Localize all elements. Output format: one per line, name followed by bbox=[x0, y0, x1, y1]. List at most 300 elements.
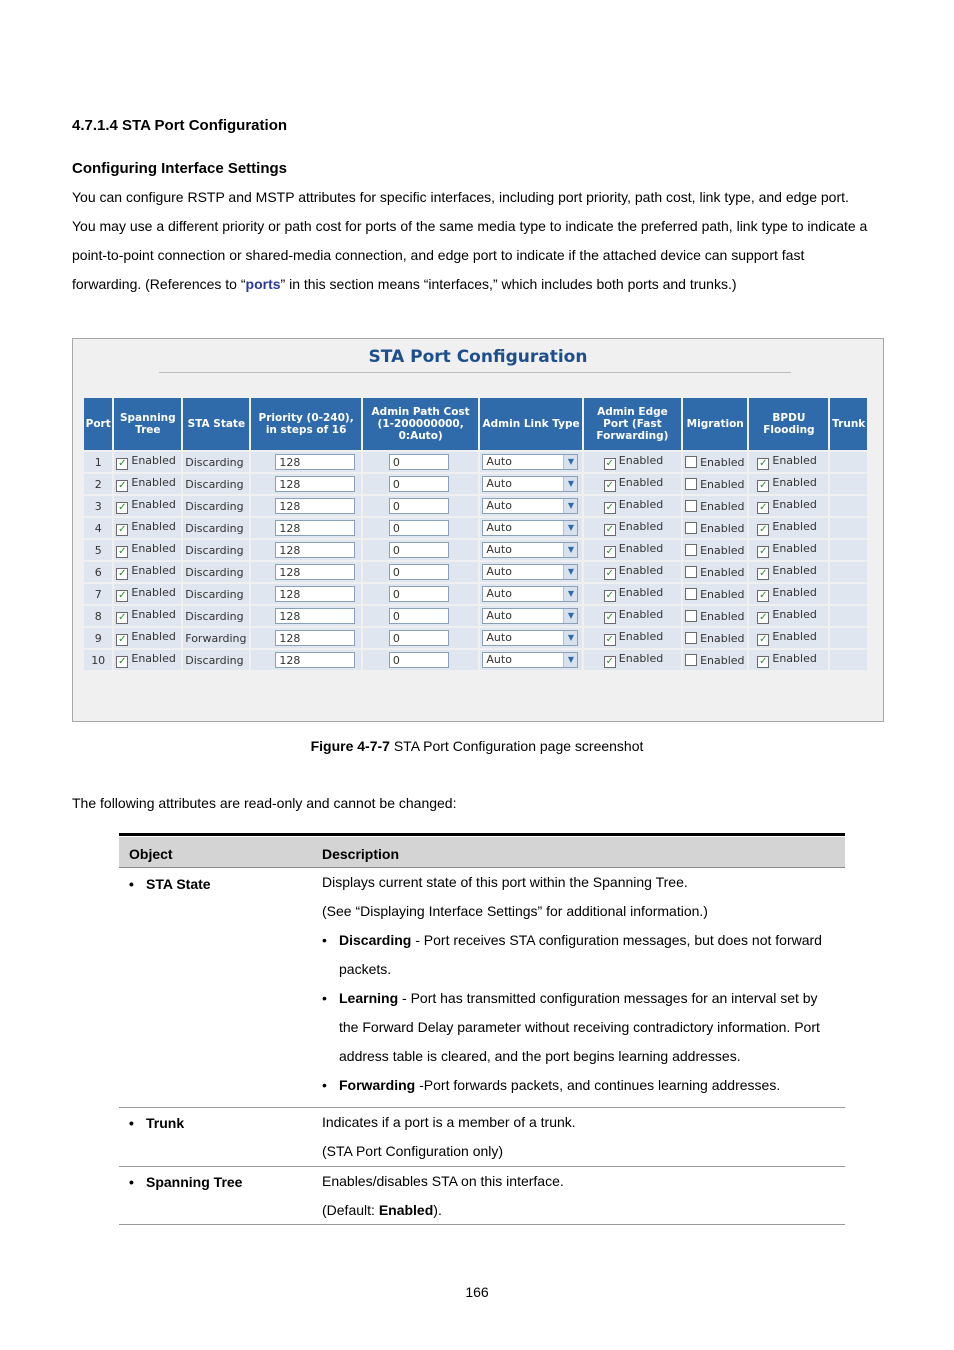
checkbox-unchecked-icon[interactable] bbox=[685, 610, 697, 622]
bpdu-flooding-cell[interactable] bbox=[749, 650, 828, 670]
path-cost-cell bbox=[363, 650, 479, 670]
bpdu-flooding-cell[interactable] bbox=[749, 606, 828, 626]
checkbox-checked-icon[interactable]: ✓ bbox=[759, 458, 768, 469]
link-type-select[interactable] bbox=[482, 630, 578, 646]
state-discarding: • Discarding - Port receives STA configuration messages, but does not forward packets. bbox=[322, 926, 842, 984]
select-value: Auto bbox=[486, 499, 512, 512]
checkbox-checked-icon[interactable]: ✓ bbox=[118, 546, 127, 557]
path-cost-cell bbox=[363, 628, 479, 648]
edge-port-cell[interactable] bbox=[584, 474, 681, 494]
section-heading: 4.7.1.4 STA Port Configuration bbox=[72, 117, 288, 134]
table-row bbox=[119, 1108, 845, 1167]
paragraph-line: You can configure RSTP and MSTP attributes for specific interfaces, including port priority, path cost, link type, and edge port. bbox=[72, 189, 849, 205]
description-cell bbox=[322, 868, 842, 1100]
paragraph-line: point-to-point connection or shared-media connection, and edge port to indicate if the attached device can support fast bbox=[72, 247, 805, 263]
attribute-table-header bbox=[119, 836, 845, 868]
priority-cell bbox=[251, 606, 360, 626]
checkbox-label: Enabled bbox=[772, 608, 817, 621]
header-sta-state: STA State bbox=[183, 398, 249, 450]
spanning-tree-cell[interactable] bbox=[114, 518, 181, 538]
migration-cell[interactable] bbox=[683, 628, 747, 648]
priority-input[interactable]: 128 bbox=[275, 498, 355, 514]
checkbox-checked-icon[interactable]: ✓ bbox=[605, 502, 614, 513]
link-type-select[interactable] bbox=[482, 608, 578, 624]
priority-input[interactable]: 128 bbox=[275, 520, 355, 536]
migration-cell[interactable] bbox=[683, 606, 747, 626]
table-row bbox=[84, 540, 867, 560]
object-sta-state: • STA State bbox=[129, 876, 211, 892]
checkbox-label: Enabled bbox=[131, 542, 176, 555]
link-type-select[interactable] bbox=[482, 454, 578, 470]
table-row bbox=[84, 628, 867, 648]
priority-input[interactable]: 128 bbox=[275, 542, 355, 558]
link-type-select[interactable] bbox=[482, 586, 578, 602]
trunk-cell bbox=[830, 496, 867, 516]
checkbox-checked-icon[interactable]: ✓ bbox=[605, 480, 614, 491]
object-trunk: • Trunk bbox=[129, 1115, 185, 1131]
default-value: Enabled bbox=[378, 1202, 434, 1218]
checkbox-label: Enabled bbox=[131, 476, 176, 489]
priority-cell bbox=[251, 584, 360, 604]
checkbox-unchecked-icon[interactable] bbox=[685, 632, 697, 644]
definition: - Port receives STA configuration messages, but does not forward bbox=[411, 932, 822, 948]
trunk-cell bbox=[830, 540, 867, 560]
subheading: Configuring Interface Settings bbox=[72, 160, 288, 177]
priority-cell bbox=[251, 496, 360, 516]
checkbox-label: Enabled bbox=[700, 455, 745, 469]
link-type-select[interactable] bbox=[482, 542, 578, 558]
path-cost-cell bbox=[363, 584, 479, 604]
checkbox-label: Enabled bbox=[700, 521, 745, 535]
checkbox-label: Enabled bbox=[700, 587, 745, 601]
priority-input[interactable]: 128 bbox=[275, 586, 355, 602]
header-description: Description bbox=[322, 846, 400, 862]
edge-port-cell[interactable] bbox=[584, 540, 681, 560]
checkbox-checked-icon[interactable]: ✓ bbox=[759, 656, 768, 667]
term: Discarding bbox=[339, 932, 412, 948]
priority-input[interactable]: 128 bbox=[275, 476, 355, 492]
object-label: Trunk bbox=[146, 1115, 185, 1131]
path-cost-cell bbox=[363, 562, 479, 582]
path-cost-input[interactable]: 0 bbox=[389, 476, 449, 492]
checkbox-checked-icon[interactable]: ✓ bbox=[759, 590, 768, 601]
state-learning: • Learning - Port has transmitted configuration messages for an interval set by the Forward Delay parameter without receiving contradictory information. Port address table is cleared, and the port begins learning addresses. bbox=[322, 984, 842, 1071]
trunk-cell bbox=[830, 584, 867, 604]
sta-state-cell: Discarding bbox=[183, 562, 249, 582]
object-label: Spanning Tree bbox=[146, 1174, 243, 1190]
checkbox-checked-icon[interactable]: ✓ bbox=[118, 480, 127, 491]
description-line: Displays current state of this port within the Spanning Tree. bbox=[322, 874, 688, 890]
path-cost-cell bbox=[363, 540, 479, 560]
checkbox-label: Enabled bbox=[700, 543, 745, 557]
checkbox-label: Enabled bbox=[772, 630, 817, 643]
priority-cell bbox=[251, 452, 360, 472]
checkbox-unchecked-icon[interactable] bbox=[685, 654, 697, 666]
table-row bbox=[84, 562, 867, 582]
bpdu-flooding-cell[interactable] bbox=[749, 496, 828, 516]
edge-port-cell[interactable] bbox=[584, 452, 681, 472]
definition: packets. bbox=[339, 961, 392, 977]
checkbox-checked-icon[interactable]: ✓ bbox=[605, 612, 614, 623]
table-row bbox=[84, 606, 867, 626]
description-line: Enables/disables STA on this interface. bbox=[322, 1173, 564, 1189]
checkbox-label: Enabled bbox=[618, 564, 664, 577]
select-value: Auto bbox=[486, 631, 512, 644]
link-type-cell bbox=[480, 518, 581, 538]
checkbox-label: Enabled bbox=[772, 586, 817, 599]
edge-port-cell[interactable] bbox=[584, 518, 681, 538]
checkbox-checked-icon[interactable]: ✓ bbox=[759, 524, 768, 535]
bpdu-flooding-cell[interactable] bbox=[749, 452, 828, 472]
checkbox-label: Enabled bbox=[700, 499, 745, 513]
port-cell: 6 bbox=[84, 562, 112, 582]
figure-caption bbox=[0, 738, 954, 754]
definition: address table is cleared, and the port begins learning addresses. bbox=[339, 1048, 741, 1064]
sta-config-screenshot bbox=[72, 338, 884, 722]
checkbox-unchecked-icon[interactable] bbox=[685, 500, 697, 512]
definition: -Port forwards packets, and continues learning addresses. bbox=[415, 1077, 781, 1093]
paragraph-line: You may use a different priority or path cost for ports of the same media type to indicate the preferred path, link type to indicate a bbox=[72, 218, 868, 234]
edge-port-cell[interactable] bbox=[584, 562, 681, 582]
edge-port-cell[interactable] bbox=[584, 628, 681, 648]
chevron-down-icon[interactable]: ▼ bbox=[563, 543, 577, 557]
object-label: STA State bbox=[146, 876, 211, 892]
header-trunk: Trunk bbox=[830, 398, 867, 450]
trunk-cell bbox=[830, 474, 867, 494]
bpdu-flooding-cell[interactable] bbox=[749, 628, 828, 648]
sta-state-cell: Discarding bbox=[183, 606, 249, 626]
header-priority: Priority (0-240), in steps of 16 bbox=[251, 398, 360, 450]
checkbox-checked-icon[interactable]: ✓ bbox=[759, 612, 768, 623]
checkbox-label: Enabled bbox=[131, 586, 176, 599]
screenshot-title: STA Port Configuration bbox=[368, 347, 588, 367]
sta-state-cell: Discarding bbox=[183, 518, 249, 538]
spanning-tree-cell[interactable] bbox=[114, 496, 181, 516]
checkbox-checked-icon[interactable]: ✓ bbox=[759, 480, 768, 491]
table-row bbox=[84, 474, 867, 494]
chevron-down-icon[interactable]: ▼ bbox=[563, 477, 577, 491]
sta-state-cell: Discarding bbox=[183, 496, 249, 516]
path-cost-input[interactable]: 0 bbox=[389, 608, 449, 624]
checkbox-checked-icon[interactable]: ✓ bbox=[118, 612, 127, 623]
description-text: (Default: bbox=[322, 1202, 379, 1218]
trunk-cell bbox=[830, 452, 867, 472]
header-spanning-tree: Spanning Tree bbox=[114, 398, 181, 450]
path-cost-input[interactable]: 0 bbox=[389, 498, 449, 514]
link-type-cell bbox=[480, 452, 581, 472]
link-type-cell bbox=[480, 584, 581, 604]
link-type-cell bbox=[480, 474, 581, 494]
table-row bbox=[84, 518, 867, 538]
migration-cell[interactable] bbox=[683, 518, 747, 538]
checkbox-checked-icon[interactable]: ✓ bbox=[605, 656, 614, 667]
checkbox-checked-icon[interactable]: ✓ bbox=[118, 634, 127, 645]
spanning-tree-cell[interactable] bbox=[114, 650, 181, 670]
intro-paragraph bbox=[72, 183, 887, 299]
checkbox-checked-icon[interactable]: ✓ bbox=[605, 590, 614, 601]
priority-cell bbox=[251, 474, 360, 494]
link-type-cell bbox=[480, 562, 581, 582]
checkbox-label: Enabled bbox=[131, 520, 176, 533]
checkbox-checked-icon[interactable]: ✓ bbox=[759, 634, 768, 645]
checkbox-label: Enabled bbox=[772, 564, 817, 577]
path-cost-input[interactable]: 0 bbox=[389, 652, 449, 668]
checkbox-label: Enabled bbox=[700, 609, 745, 623]
sta-state-cell: Discarding bbox=[183, 650, 249, 670]
select-value: Auto bbox=[486, 653, 512, 666]
checkbox-unchecked-icon[interactable] bbox=[685, 588, 697, 600]
trunk-cell bbox=[830, 606, 867, 626]
definition: - Port has transmitted configuration messages for an interval set by bbox=[398, 990, 818, 1006]
port-cell: 7 bbox=[84, 584, 112, 604]
priority-cell bbox=[251, 540, 360, 560]
checkbox-checked-icon[interactable]: ✓ bbox=[605, 458, 614, 469]
port-cell: 1 bbox=[84, 452, 112, 472]
checkbox-unchecked-icon[interactable] bbox=[685, 544, 697, 556]
bpdu-flooding-cell[interactable] bbox=[749, 540, 828, 560]
header-port: Port bbox=[84, 398, 112, 450]
checkbox-label: Enabled bbox=[131, 564, 176, 577]
select-value: Auto bbox=[486, 477, 512, 490]
checkbox-label: Enabled bbox=[772, 520, 817, 533]
checkbox-checked-icon[interactable]: ✓ bbox=[759, 546, 768, 557]
trunk-cell bbox=[830, 628, 867, 648]
header-link-type: Admin Link Type bbox=[480, 398, 581, 450]
checkbox-checked-icon[interactable]: ✓ bbox=[605, 568, 614, 579]
select-value: Auto bbox=[486, 609, 512, 622]
checkbox-label: Enabled bbox=[131, 652, 176, 665]
table-row bbox=[84, 650, 867, 670]
select-value: Auto bbox=[486, 565, 512, 578]
term: Forwarding bbox=[339, 1077, 416, 1093]
definition: the Forward Delay parameter without receiving contradictory information. Port bbox=[339, 1019, 820, 1035]
object-spanning-tree: • Spanning Tree bbox=[129, 1174, 243, 1190]
term: Learning bbox=[339, 990, 399, 1006]
header-migration: Migration bbox=[683, 398, 747, 450]
checkbox-label: Enabled bbox=[618, 520, 664, 533]
sta-state-cell: Discarding bbox=[183, 452, 249, 472]
edge-port-cell[interactable] bbox=[584, 584, 681, 604]
checkbox-checked-icon[interactable]: ✓ bbox=[118, 590, 127, 601]
port-cell: 9 bbox=[84, 628, 112, 648]
checkbox-checked-icon[interactable]: ✓ bbox=[605, 634, 614, 645]
priority-cell bbox=[251, 518, 360, 538]
priority-input[interactable]: 128 bbox=[275, 652, 355, 668]
checkbox-checked-icon[interactable]: ✓ bbox=[759, 502, 768, 513]
link-type-select[interactable] bbox=[482, 498, 578, 514]
chevron-down-icon[interactable]: ▼ bbox=[563, 631, 577, 645]
table-row bbox=[84, 452, 867, 472]
checkbox-label: Enabled bbox=[131, 454, 176, 467]
spanning-tree-cell[interactable] bbox=[114, 540, 181, 560]
checkbox-unchecked-icon[interactable] bbox=[685, 522, 697, 534]
path-cost-cell bbox=[363, 518, 479, 538]
priority-cell bbox=[251, 650, 360, 670]
table-row bbox=[119, 868, 845, 1108]
trunk-cell bbox=[830, 562, 867, 582]
path-cost-input[interactable]: 0 bbox=[389, 520, 449, 536]
link-type-select[interactable] bbox=[482, 520, 578, 536]
checkbox-label: Enabled bbox=[618, 542, 664, 555]
table-header-row bbox=[84, 398, 867, 450]
checkbox-label: Enabled bbox=[772, 542, 817, 555]
path-cost-cell bbox=[363, 606, 479, 626]
port-cell: 2 bbox=[84, 474, 112, 494]
migration-cell[interactable] bbox=[683, 496, 747, 516]
spanning-tree-cell[interactable] bbox=[114, 562, 181, 582]
migration-cell[interactable] bbox=[683, 584, 747, 604]
description-line: (STA Port Configuration only) bbox=[322, 1143, 504, 1159]
port-cell: 8 bbox=[84, 606, 112, 626]
checkbox-unchecked-icon[interactable] bbox=[685, 456, 697, 468]
priority-cell bbox=[251, 562, 360, 582]
checkbox-checked-icon[interactable]: ✓ bbox=[605, 546, 614, 557]
chevron-down-icon[interactable]: ▼ bbox=[563, 455, 577, 469]
header-bpdu-flooding: BPDU Flooding bbox=[749, 398, 828, 450]
checkbox-checked-icon[interactable]: ✓ bbox=[118, 524, 127, 535]
checkbox-unchecked-icon[interactable] bbox=[685, 566, 697, 578]
select-value: Auto bbox=[486, 587, 512, 600]
path-cost-input[interactable]: 0 bbox=[389, 564, 449, 580]
link-type-cell bbox=[480, 496, 581, 516]
path-cost-cell bbox=[363, 474, 479, 494]
paragraph-text: ” in this section means “interfaces,” which includes both ports and trunks.) bbox=[280, 276, 737, 292]
checkbox-label: Enabled bbox=[618, 586, 664, 599]
checkbox-label: Enabled bbox=[618, 476, 664, 489]
checkbox-label: Enabled bbox=[700, 631, 745, 645]
select-value: Auto bbox=[486, 543, 512, 556]
link-type-select[interactable] bbox=[482, 476, 578, 492]
migration-cell[interactable] bbox=[683, 540, 747, 560]
checkbox-label: Enabled bbox=[618, 454, 664, 467]
bpdu-flooding-cell[interactable] bbox=[749, 474, 828, 494]
priority-cell bbox=[251, 628, 360, 648]
link-type-select[interactable] bbox=[482, 652, 578, 668]
select-value: Auto bbox=[486, 521, 512, 534]
priority-input[interactable]: 128 bbox=[275, 608, 355, 624]
state-forwarding: • Forwarding -Port forwards packets, and continues learning addresses. bbox=[322, 1077, 781, 1093]
header-edge-port: Admin Edge Port (Fast Forwarding) bbox=[584, 398, 681, 450]
checkbox-label: Enabled bbox=[772, 652, 817, 665]
port-cell: 5 bbox=[84, 540, 112, 560]
caption-text: STA Port Configuration page screenshot bbox=[389, 738, 644, 754]
spanning-tree-cell[interactable] bbox=[114, 474, 181, 494]
checkbox-label: Enabled bbox=[772, 476, 817, 489]
checkbox-unchecked-icon[interactable] bbox=[685, 478, 697, 490]
ports-link[interactable]: ports bbox=[245, 276, 281, 292]
spanning-tree-cell[interactable] bbox=[114, 452, 181, 472]
path-cost-input[interactable]: 0 bbox=[389, 630, 449, 646]
spanning-tree-cell[interactable] bbox=[114, 606, 181, 626]
chevron-down-icon[interactable]: ▼ bbox=[563, 565, 577, 579]
path-cost-input[interactable]: 0 bbox=[389, 542, 449, 558]
checkbox-label: Enabled bbox=[131, 608, 176, 621]
chevron-down-icon[interactable]: ▼ bbox=[563, 587, 577, 601]
port-cell: 10 bbox=[84, 650, 112, 670]
migration-cell[interactable] bbox=[683, 562, 747, 582]
sta-port-table bbox=[82, 396, 869, 672]
spanning-tree-cell[interactable] bbox=[114, 584, 181, 604]
attribute-table bbox=[119, 833, 845, 1225]
checkbox-checked-icon[interactable]: ✓ bbox=[118, 458, 127, 469]
link-type-cell bbox=[480, 606, 581, 626]
table-row bbox=[84, 584, 867, 604]
checkbox-label: Enabled bbox=[700, 653, 745, 667]
edge-port-cell[interactable] bbox=[584, 650, 681, 670]
checkbox-checked-icon[interactable]: ✓ bbox=[118, 502, 127, 513]
trunk-cell bbox=[830, 518, 867, 538]
port-cell: 4 bbox=[84, 518, 112, 538]
sta-state-cell: Discarding bbox=[183, 540, 249, 560]
path-cost-cell bbox=[363, 452, 479, 472]
sta-state-cell: Forwarding bbox=[183, 628, 249, 648]
trunk-cell bbox=[830, 650, 867, 670]
checkbox-label: Enabled bbox=[131, 630, 176, 643]
sta-state-cell: Discarding bbox=[183, 474, 249, 494]
migration-cell[interactable] bbox=[683, 650, 747, 670]
description-line bbox=[322, 1196, 842, 1225]
chevron-down-icon[interactable]: ▼ bbox=[563, 499, 577, 513]
description-cell bbox=[322, 1167, 842, 1225]
edge-port-cell[interactable] bbox=[584, 496, 681, 516]
checkbox-label: Enabled bbox=[618, 652, 664, 665]
checkbox-label: Enabled bbox=[618, 498, 664, 511]
header-path-cost: Admin Path Cost (1-200000000, 0:Auto) bbox=[363, 398, 479, 450]
title-divider bbox=[159, 372, 791, 373]
path-cost-input[interactable]: 0 bbox=[389, 454, 449, 470]
edge-port-cell[interactable] bbox=[584, 606, 681, 626]
port-cell: 3 bbox=[84, 496, 112, 516]
link-type-cell bbox=[480, 540, 581, 560]
path-cost-cell bbox=[363, 496, 479, 516]
table-row bbox=[119, 1167, 845, 1225]
chevron-down-icon[interactable]: ▼ bbox=[563, 653, 577, 667]
checkbox-label: Enabled bbox=[772, 454, 817, 467]
header-object: Object bbox=[129, 846, 173, 862]
migration-cell[interactable] bbox=[683, 474, 747, 494]
description-line: Indicates if a port is a member of a trunk. bbox=[322, 1114, 576, 1130]
path-cost-input[interactable]: 0 bbox=[389, 586, 449, 602]
readonly-intro: The following attributes are read-only and cannot be changed: bbox=[72, 795, 457, 811]
migration-cell[interactable] bbox=[683, 452, 747, 472]
bpdu-flooding-cell[interactable] bbox=[749, 518, 828, 538]
spanning-tree-cell[interactable] bbox=[114, 628, 181, 648]
chevron-down-icon[interactable]: ▼ bbox=[563, 521, 577, 535]
priority-input[interactable]: 128 bbox=[275, 630, 355, 646]
priority-input[interactable]: 128 bbox=[275, 564, 355, 580]
checkbox-checked-icon[interactable]: ✓ bbox=[759, 568, 768, 579]
select-value: Auto bbox=[486, 455, 512, 468]
checkbox-label: Enabled bbox=[131, 498, 176, 511]
bpdu-flooding-cell[interactable] bbox=[749, 584, 828, 604]
bpdu-flooding-cell[interactable] bbox=[749, 562, 828, 582]
priority-input[interactable]: 128 bbox=[275, 454, 355, 470]
link-type-select[interactable] bbox=[482, 564, 578, 580]
checkbox-checked-icon[interactable]: ✓ bbox=[605, 524, 614, 535]
paragraph-line bbox=[72, 270, 887, 299]
checkbox-checked-icon[interactable]: ✓ bbox=[118, 568, 127, 579]
chevron-down-icon[interactable]: ▼ bbox=[563, 609, 577, 623]
checkbox-label: Enabled bbox=[618, 608, 664, 621]
checkbox-label: Enabled bbox=[618, 630, 664, 643]
checkbox-checked-icon[interactable]: ✓ bbox=[118, 656, 127, 667]
checkbox-label: Enabled bbox=[772, 498, 817, 511]
caption-label: Figure 4-7-7 bbox=[310, 738, 390, 754]
description-cell bbox=[322, 1108, 842, 1166]
table-row bbox=[84, 496, 867, 516]
description-text: ). bbox=[433, 1202, 442, 1218]
checkbox-label: Enabled bbox=[700, 565, 745, 579]
